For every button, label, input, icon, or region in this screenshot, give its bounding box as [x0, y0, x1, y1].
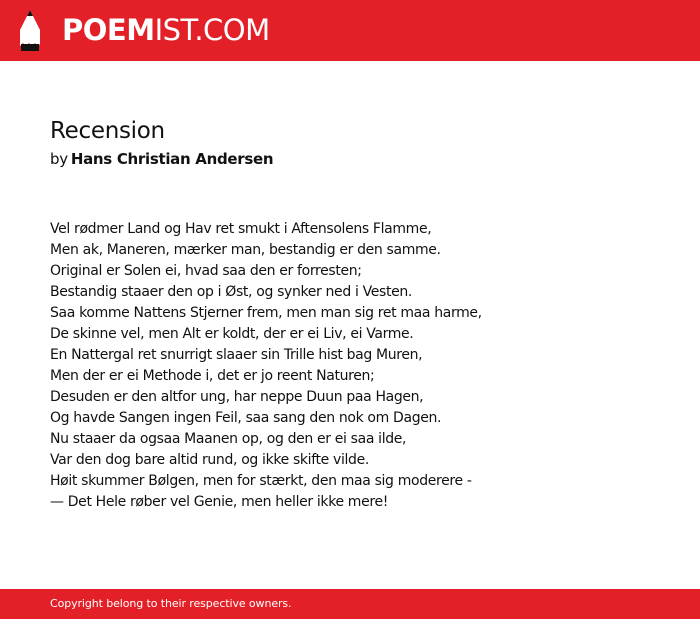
- poem-body: [50, 219, 482, 513]
- poem-line: Original er Solen ei, hvad saa den er forresten;: [50, 263, 362, 279]
- logo-light-part: IST.COM: [154, 13, 270, 47]
- byline: [50, 149, 273, 169]
- copyright-text: Copyright belong to their respective owners.: [50, 597, 292, 610]
- site-header: [0, 0, 700, 61]
- by-label: by: [50, 150, 68, 168]
- poem-title: Recension: [50, 118, 165, 144]
- poem-line: De skinne vel, men Alt er koldt, der er ei Liv, ei Varme.: [50, 326, 414, 342]
- poem-line: Bestandig staaer den op i Øst, og synker ned i Vesten.: [50, 284, 412, 300]
- poem-line: Men der er ei Methode i, det er jo reent Naturen;: [50, 368, 375, 384]
- pencil-tip-icon[interactable]: [18, 10, 42, 52]
- poem-line: — Det Hele røber vel Genie, men heller ikke mere!: [50, 494, 388, 510]
- poem-line: Vel rødmer Land og Hav ret smukt i Aftensolens Flamme,: [50, 221, 432, 237]
- poem-line: Men ak, Maneren, mærker man, bestandig er den samme.: [50, 242, 441, 258]
- poem-line: En Nattergal ret snurrigt slaaer sin Trille hist bag Muren,: [50, 347, 423, 363]
- logo-bold-part: POEM: [62, 13, 155, 47]
- poem-line: Var den dog bare altid rund, og ikke skifte vilde.: [50, 452, 369, 468]
- poem-line: Nu staaer da ogsaa Maanen op, og den er ei saa ilde,: [50, 431, 407, 447]
- poem-line: Høit skummer Bølgen, men for stærkt, den maa sig moderere -: [50, 473, 472, 489]
- site-logo[interactable]: [62, 13, 270, 47]
- site-footer: [0, 589, 700, 619]
- poem-line: Saa komme Nattens Stjerner frem, men man sig ret maa harme,: [50, 305, 482, 321]
- author-name: Hans Christian Andersen: [70, 150, 274, 168]
- poem-line: Og havde Sangen ingen Feil, saa sang den nok om Dagen.: [50, 410, 442, 426]
- poem-line: Desuden er den altfor ung, har neppe Duun paa Hagen,: [50, 389, 424, 405]
